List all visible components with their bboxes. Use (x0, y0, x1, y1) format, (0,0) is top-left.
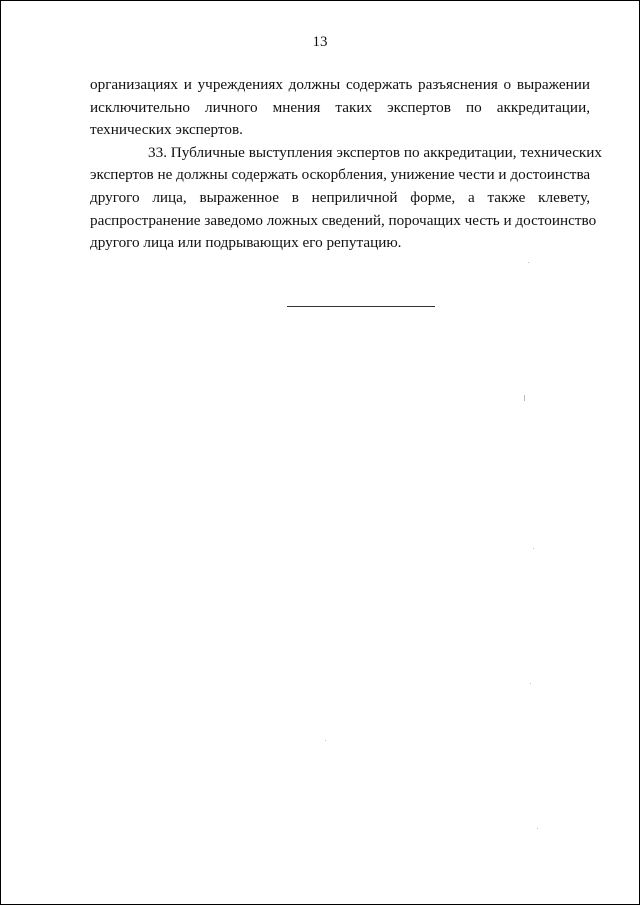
text-line: другого лица, выраженное в неприличной форме, а также клевету, (90, 188, 590, 206)
paragraph-33 (90, 142, 603, 255)
scan-speck (524, 395, 525, 401)
scan-speck (325, 740, 326, 741)
end-separator-line (287, 306, 435, 307)
paragraph-continuation (90, 74, 590, 142)
page-number: 13 (312, 34, 328, 50)
scan-speck (530, 683, 531, 684)
text-line: технических экспертов. (90, 121, 243, 139)
text-line: распространение заведомо ложных сведений, порочащих честь и достоинство (90, 211, 597, 229)
scan-speck (528, 262, 529, 263)
text-line: организациях и учреждениях должны содержать разъяснения о выражении (90, 76, 590, 93)
scan-speck (537, 828, 538, 829)
scan-speck (533, 548, 534, 549)
text-line: экспертов не должны содержать оскорбления, унижение чести и достоинства (90, 166, 591, 184)
text-line: другого лица или подрывающих его репутацию. (90, 234, 402, 252)
document-body (90, 74, 603, 255)
text-line: исключительно личного мнения таких экспертов по аккредитации, (90, 98, 590, 116)
text-line: 33. Публичные выступления экспертов по аккредитации, технических (148, 143, 603, 161)
